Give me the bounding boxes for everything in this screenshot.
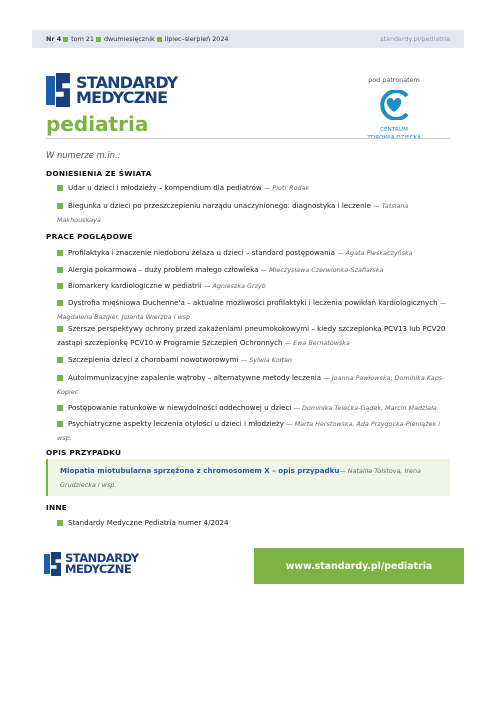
- frequency: dwumiesięcznik: [103, 35, 155, 43]
- article-item[interactable]: [57, 279, 453, 293]
- section-title-other: INNE: [46, 503, 67, 512]
- logo-line-1: STANDARDY: [76, 73, 178, 92]
- article-item[interactable]: [57, 246, 453, 260]
- article-title: Autoimmunizacyjne zapalenie wątroby – alternatywne metody leczenia: [68, 373, 322, 382]
- logo-mark-icon: [46, 73, 70, 107]
- bullet-square-icon: [57, 326, 63, 332]
- patronage-label: pod patronatem: [368, 76, 420, 84]
- article-title: Dystrofia mięśniowa Duchenne'a – aktualne możliwości profilaktyki i leczenia powikłań kardiologicznych: [68, 298, 438, 307]
- contents-intro: W numerze m.in.:: [46, 150, 121, 160]
- footer-logo-line-2: MEDYCZNE: [65, 562, 132, 576]
- separator-square-icon: [157, 37, 162, 42]
- article-title: Biomarkery kardiologiczne w pediatrii: [68, 281, 202, 290]
- logo-mark-icon: [44, 552, 61, 576]
- bullet-square-icon: [57, 357, 63, 363]
- article-item[interactable]: [57, 263, 453, 277]
- article-title: Biegunka u dzieci po przeszczepieniu narządu unaczynionego: diagnostyka i leczenie: [68, 201, 371, 210]
- featured-article-title: Miopatia miotubularna sprzężona z chromosomem X – opis przypadku: [60, 466, 340, 475]
- patron-name-line-1: CENTRUM: [380, 127, 408, 133]
- article-item[interactable]: [57, 353, 453, 367]
- footer-logo-line-1: STANDARDY: [65, 551, 139, 565]
- article-authors: — Agata Pleskaczyńska: [337, 249, 413, 257]
- bullet-square-icon: [57, 283, 63, 289]
- article-title: Standardy Medyczne Pediatria numer 4/2024: [68, 518, 229, 527]
- patronage-block: [354, 76, 434, 142]
- issue-number: Nr 4: [46, 35, 62, 43]
- bullet-square-icon: [57, 250, 63, 256]
- issue-date: lipiec–sierpień 2024: [164, 35, 229, 43]
- bullet-square-icon: [57, 421, 63, 427]
- bullet-square-icon: [57, 185, 63, 191]
- separator-square-icon: [63, 37, 68, 42]
- article-item[interactable]: [57, 516, 453, 530]
- article-item[interactable]: [57, 371, 453, 399]
- header-divider: [46, 138, 450, 139]
- article-item[interactable]: [57, 199, 453, 227]
- bullet-square-icon: [57, 267, 63, 273]
- article-title: Szersze perspektywy ochrony przed zakażeniami pneumokokowymi – kiedy szczepionka PCV13 lub PCV20 zastąpi szczepionkę PCV10 w Programie Szczepień Ochronnych: [57, 324, 446, 347]
- standardy-medyczne-logo: [46, 73, 196, 107]
- article-item[interactable]: [57, 181, 453, 195]
- featured-article-authors: — Natallia Tolstova, Irena Grudziecka i wsp.: [60, 467, 421, 489]
- section-title-world-news: DONIESIENIA ZE ŚWIATA: [46, 169, 152, 178]
- article-authors: — Mieczysława Czerwionka-Szaflarska: [260, 266, 384, 274]
- bullet-square-icon: [57, 375, 63, 381]
- article-authors: — Marta Herstowska, Ada Przygocka-Pieniążek i wsp.: [57, 420, 440, 442]
- journal-name: pediatria: [46, 112, 149, 136]
- article-authors: — Joanna Pawłowska, Dominika Kaps-Kopiec: [57, 374, 445, 396]
- bullet-square-icon: [57, 300, 63, 306]
- footer-url-link[interactable]: www.standardy.pl/pediatria: [254, 548, 464, 584]
- article-authors: — Ewa Bernatowska: [284, 339, 350, 347]
- header-url-link[interactable]: standardy.pl/pediatria: [380, 35, 450, 43]
- article-item[interactable]: [57, 296, 453, 324]
- article-title: Psychiatryczne aspekty leczenia otyłości u dzieci i młodzieży: [68, 419, 284, 428]
- logo-line-2: MEDYCZNE: [76, 88, 168, 107]
- heart-logo-icon: [374, 90, 414, 120]
- article-authors: — Sylwia Kołtan: [240, 356, 292, 364]
- article-authors: — Piotr Rodak: [264, 184, 310, 192]
- article-item[interactable]: [57, 322, 453, 350]
- article-item[interactable]: [57, 401, 453, 415]
- bullet-square-icon: [57, 520, 63, 526]
- featured-article[interactable]: [46, 459, 450, 496]
- section-title-case-report: OPIS PRZYPADKU: [46, 448, 122, 457]
- article-title: Szczepienia dzieci z chorobami nowotworowymi: [68, 355, 239, 364]
- footer-logo: [44, 552, 154, 576]
- article-item[interactable]: [57, 417, 453, 445]
- article-title: Postępowanie ratunkowe w niewydolności oddechowej u dzieci: [68, 403, 292, 412]
- bullet-square-icon: [57, 203, 63, 209]
- article-authors: — Tatsiana Makhouskaya: [57, 202, 409, 224]
- article-title: Alergia pokarmowa – duży problem małego człowieka: [68, 265, 259, 274]
- header-bar: [32, 30, 464, 48]
- section-title-reviews: PRACE POGLĄDOWE: [46, 232, 133, 241]
- article-authors: — Agnieszka Grzyb: [204, 282, 266, 290]
- article-title: Udar u dzieci i młodzieży – kompendium dla pediatrów: [68, 183, 262, 192]
- article-authors: — Magdalena Bazgier, Jolanta Wierzba i wsp.: [57, 299, 447, 321]
- article-title: Profilaktyka i znaczenie niedoboru żelaza u dzieci – standard postępowania: [68, 248, 335, 257]
- volume: tom 21: [71, 35, 94, 43]
- separator-square-icon: [96, 37, 101, 42]
- article-authors: — Dominika Telecka-Gądek, Marcin Madziała: [293, 404, 437, 412]
- bullet-square-icon: [57, 405, 63, 411]
